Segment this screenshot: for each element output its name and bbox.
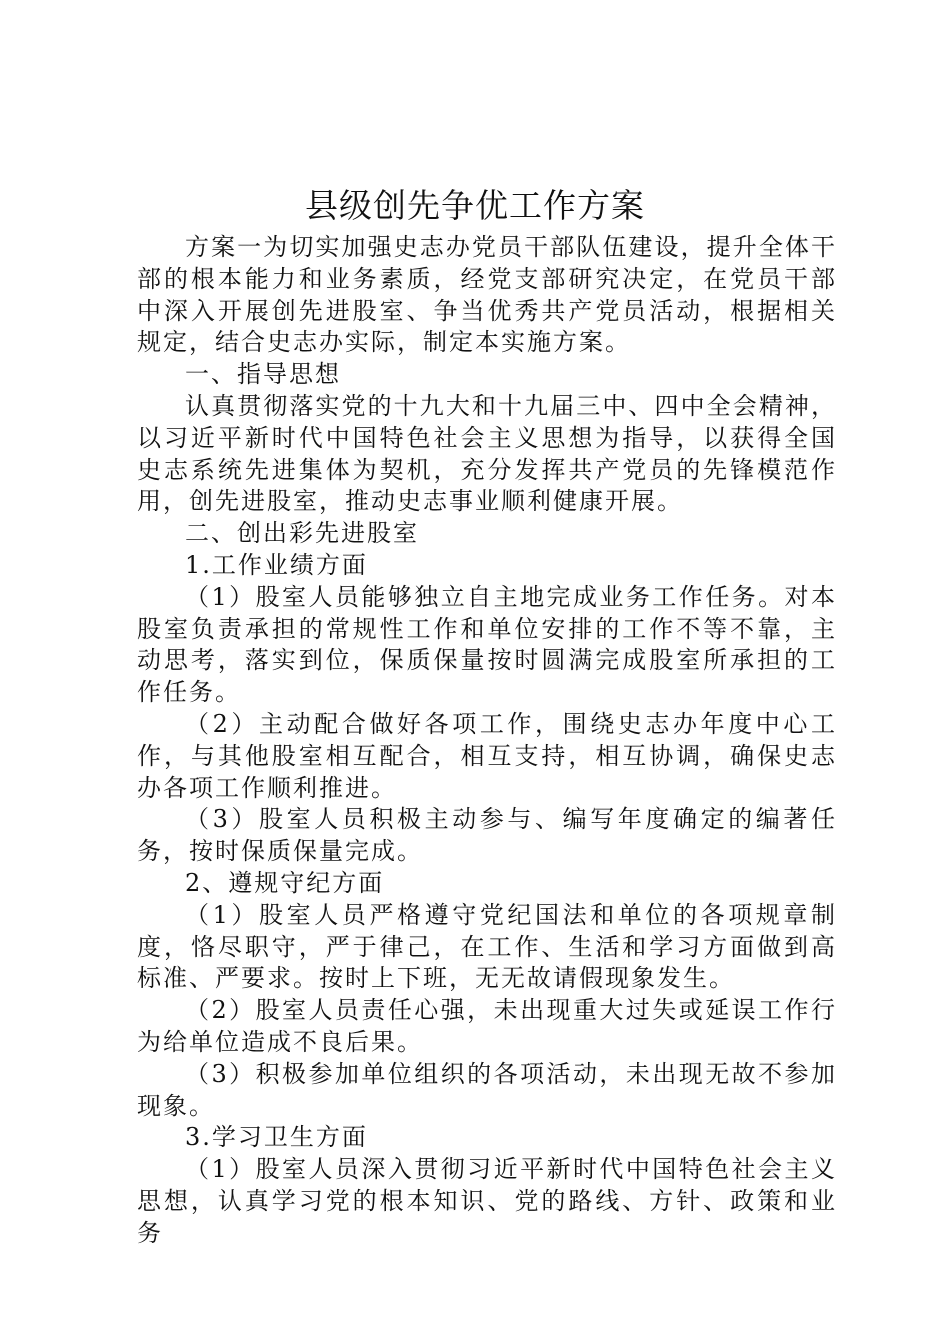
document-title: 县级创先争优工作方案 (305, 186, 645, 225)
intro-paragraph: 方案一为切实加强史志办党员干部队伍建设，提升全体干部的根本能力和业务素质，经党支部研究决定，在党员干部中深入开展创先进股室、争当优秀共产党员活动，根据相关规定，结合史志办实际，制定本实施方案。 (137, 233, 837, 357)
work-performance-item-2: （2）主动配合做好各项工作，围绕史志办年度中心工作，与其他股室相互配合，相互支持，相互协调，确保史志办各项工作顺利推进。 (137, 709, 837, 802)
subsection-heading-discipline: 2、遵规守纪方面 (185, 868, 385, 897)
guiding-thought-paragraph: 认真贯彻落实党的十九大和十九届三中、四中全会精神，以习近平新时代中国特色社会主义思想为指导，以获得全国史志系统先进集体为契机，充分发挥共产党员的先锋模范作用，创先进股室，推动史志事业顺利健康开展。 (137, 391, 837, 516)
subsection-heading-study-hygiene: 3.学习卫生方面 (185, 1123, 368, 1152)
discipline-item-1: （1）股室人员严格遵守党纪国法和单位的各项规章制度，恪尽职守，严于律己，在工作、生活和学习方面做到高标准、严要求。按时上下班，无无故请假现象发生。 (137, 900, 837, 993)
document-body (137, 232, 837, 1250)
section-heading-advanced-office: 二、创出彩先进股室 (185, 519, 419, 548)
work-performance-item-3: （3）股室人员积极主动参与、编写年度确定的编著任务，按时保质保量完成。 (137, 805, 837, 866)
study-hygiene-item-1: （1）股室人员深入贯彻习近平新时代中国特色社会主义思想，认真学习党的根本知识、党的路线、方针、政策和业务 (137, 1155, 837, 1247)
subsection-heading-work-performance: 1.工作业绩方面 (185, 550, 368, 579)
discipline-item-2: （2）股室人员责任心强，未出现重大过失或延误工作行为给单位造成不良后果。 (137, 996, 837, 1056)
section-heading-guiding-thought: 一、指导思想 (185, 360, 341, 389)
discipline-item-3: （3）积极参加单位组织的各项活动，未出现无故不参加现象。 (137, 1059, 837, 1120)
work-performance-item-1: （1）股室人员能够独立自主地完成业务工作任务。对本股室负责承担的常规性工作和单位安排的工作不等不靠，主动思考，落实到位，保质保量按时圆满完成股室所承担的工作任务。 (137, 582, 837, 707)
